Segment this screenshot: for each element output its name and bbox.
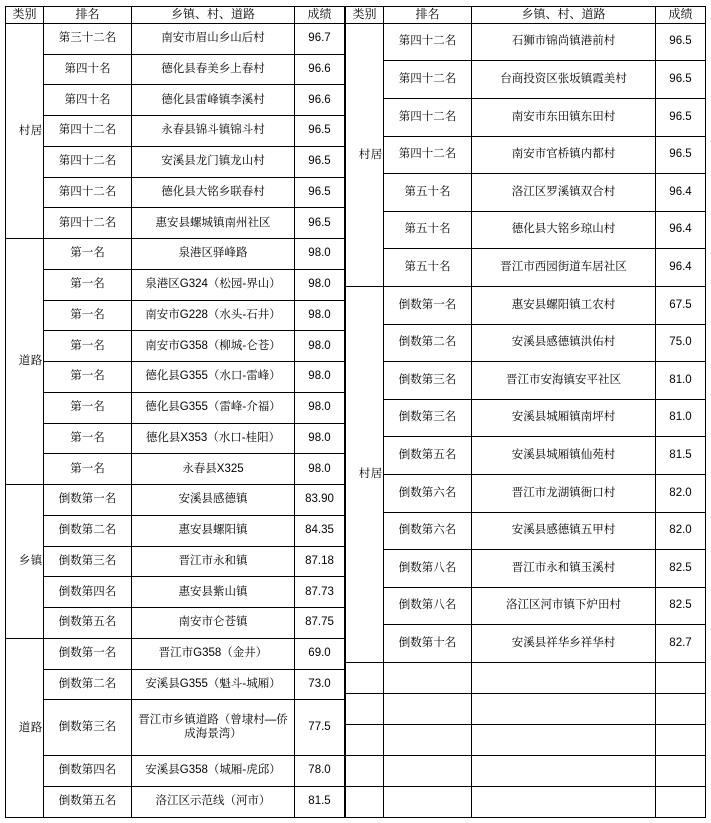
table-row: [6, 485, 345, 516]
left-table-wrapper: [5, 6, 345, 818]
rank-cell: 第四十名: [44, 54, 132, 85]
rank-cell: 倒数第三名: [44, 700, 132, 756]
left-ranking-table: [5, 6, 345, 818]
score-cell: 98.0: [295, 392, 345, 423]
score-cell: 98.0: [295, 269, 345, 300]
table-row: [6, 392, 345, 423]
category-cell: 道路: [6, 239, 44, 485]
right-table-header: [346, 7, 706, 24]
empty-cell: [346, 725, 384, 756]
rank-cell: 倒数第一名: [44, 485, 132, 516]
score-cell: 96.5: [295, 116, 345, 147]
empty-row: [346, 787, 706, 818]
empty-cell: [472, 694, 656, 725]
rank-cell: 第五十名: [384, 249, 472, 287]
score-cell: 96.6: [295, 54, 345, 85]
rank-cell: 倒数第五名: [384, 437, 472, 475]
table-row: [6, 300, 345, 331]
left-table-body: [6, 23, 345, 817]
rank-cell: 第一名: [44, 423, 132, 454]
rank-cell: 倒数第二名: [384, 324, 472, 362]
score-cell: 96.5: [656, 23, 706, 61]
score-cell: 96.4: [656, 211, 706, 249]
rank-cell: 第五十名: [384, 211, 472, 249]
rank-cell: 倒数第一名: [44, 638, 132, 669]
rank-cell: 倒数第十名: [384, 625, 472, 663]
empty-row: [346, 694, 706, 725]
rank-cell: 倒数第八名: [384, 587, 472, 625]
rank-cell: 第四十二名: [44, 146, 132, 177]
place-cell: 德化县X353（水口-桂阳）: [132, 423, 295, 454]
rank-cell: 第四十二名: [384, 61, 472, 99]
place-cell: 南安市眉山乡山后村: [132, 23, 295, 54]
rank-cell: 第四十二名: [384, 23, 472, 61]
table-row: [346, 550, 706, 588]
table-row: [6, 116, 345, 147]
empty-cell: [656, 756, 706, 787]
place-cell: 泉港区驿峰路: [132, 239, 295, 270]
place-cell: 晋江市永和镇: [132, 546, 295, 577]
place-cell: 安溪县祥华乡祥华村: [472, 625, 656, 663]
score-cell: 82.0: [656, 512, 706, 550]
score-cell: 78.0: [295, 756, 345, 787]
empty-cell: [384, 787, 472, 818]
score-cell: 81.0: [656, 362, 706, 400]
table-row: [6, 700, 345, 756]
table-row: [6, 85, 345, 116]
place-cell: 泉港区G324（松园-界山）: [132, 269, 295, 300]
score-cell: 96.7: [295, 23, 345, 54]
category-cell: 村居: [6, 23, 44, 238]
place-cell: 德化县雷峰镇李溪村: [132, 85, 295, 116]
place-cell: 德化县大铭乡联春村: [132, 177, 295, 208]
table-row: [6, 577, 345, 608]
rank-cell: 第一名: [44, 454, 132, 485]
place-cell: 晋江市永和镇玉溪村: [472, 550, 656, 588]
rank-cell: 倒数第八名: [384, 550, 472, 588]
score-cell: 98.0: [295, 362, 345, 393]
score-cell: 96.5: [656, 61, 706, 99]
score-cell: 82.5: [656, 550, 706, 588]
table-row: [6, 756, 345, 787]
table-row: [6, 786, 345, 817]
place-cell: 惠安县紫山镇: [132, 577, 295, 608]
place-cell: 安溪县G358（城厢-虎邱）: [132, 756, 295, 787]
place-cell: 永春县锦斗镇锦斗村: [132, 116, 295, 147]
rank-cell: 第一名: [44, 362, 132, 393]
header-category: 类别: [6, 7, 44, 24]
rank-cell: 第三十二名: [44, 23, 132, 54]
empty-cell: [656, 663, 706, 694]
place-cell: 安溪县感德镇洪佑村: [472, 324, 656, 362]
table-row: [6, 269, 345, 300]
rank-cell: 第四十二名: [44, 177, 132, 208]
place-cell: 安溪县城厢镇仙苑村: [472, 437, 656, 475]
table-row: [346, 474, 706, 512]
rank-cell: 第一名: [44, 331, 132, 362]
score-cell: 84.35: [295, 515, 345, 546]
header-place: 乡镇、村、道路: [472, 7, 656, 24]
place-cell: 南安市官桥镇内都村: [472, 136, 656, 174]
header-row: [346, 7, 706, 24]
score-cell: 98.0: [295, 331, 345, 362]
score-cell: 96.5: [295, 208, 345, 239]
place-cell: 惠安县螺城镇南州社区: [132, 208, 295, 239]
score-cell: 83.90: [295, 485, 345, 516]
score-cell: 96.5: [656, 98, 706, 136]
table-row: [346, 362, 706, 400]
place-cell: 洛江区罗溪镇双合村: [472, 174, 656, 212]
score-cell: 73.0: [295, 669, 345, 700]
header-rank: 排名: [384, 7, 472, 24]
table-row: [6, 454, 345, 485]
table-row: [346, 625, 706, 663]
header-score: 成绩: [295, 7, 345, 24]
place-cell: 德化县大铭乡琼山村: [472, 211, 656, 249]
score-cell: 96.5: [656, 136, 706, 174]
table-row: [6, 146, 345, 177]
place-cell: 洛江区河市镇下炉田村: [472, 587, 656, 625]
score-cell: 98.0: [295, 300, 345, 331]
table-row: [346, 587, 706, 625]
table-row: [6, 239, 345, 270]
rank-cell: 第一名: [44, 269, 132, 300]
place-cell: 晋江市安海镇安平社区: [472, 362, 656, 400]
place-cell: 洛江区示范线（河市）: [132, 786, 295, 817]
table-row: [346, 286, 706, 324]
table-row: [6, 54, 345, 85]
table-row: [346, 61, 706, 99]
rank-cell: 倒数第四名: [44, 756, 132, 787]
empty-cell: [656, 694, 706, 725]
table-row: [346, 324, 706, 362]
table-row: [346, 136, 706, 174]
place-cell: 安溪县龙门镇龙山村: [132, 146, 295, 177]
rank-cell: 倒数第四名: [44, 577, 132, 608]
table-row: [6, 515, 345, 546]
header-place: 乡镇、村、道路: [132, 7, 295, 24]
left-table-header: [6, 7, 345, 24]
rank-cell: 第一名: [44, 239, 132, 270]
table-row: [6, 608, 345, 639]
place-cell: 惠安县螺阳镇工农村: [472, 286, 656, 324]
place-cell: 晋江市西园街道车居社区: [472, 249, 656, 287]
score-cell: 69.0: [295, 638, 345, 669]
score-cell: 81.5: [656, 437, 706, 475]
score-cell: 82.5: [656, 587, 706, 625]
score-cell: 81.5: [295, 786, 345, 817]
empty-cell: [346, 663, 384, 694]
score-cell: 96.5: [295, 146, 345, 177]
place-cell: 晋江市龙湖镇衙口村: [472, 474, 656, 512]
table-row: [6, 669, 345, 700]
place-cell: 晋江市G358（金井）: [132, 638, 295, 669]
rank-cell: 倒数第三名: [384, 362, 472, 400]
score-cell: 75.0: [656, 324, 706, 362]
score-cell: 67.5: [656, 286, 706, 324]
empty-cell: [384, 756, 472, 787]
empty-cell: [346, 756, 384, 787]
empty-row: [346, 663, 706, 694]
place-cell: 安溪县感德镇五甲村: [472, 512, 656, 550]
empty-cell: [384, 694, 472, 725]
score-cell: 96.4: [656, 249, 706, 287]
place-cell: 南安市东田镇东田村: [472, 98, 656, 136]
empty-row: [346, 725, 706, 756]
place-cell: 石狮市锦尚镇港前村: [472, 23, 656, 61]
empty-cell: [346, 787, 384, 818]
rank-cell: 倒数第二名: [44, 515, 132, 546]
empty-row: [346, 756, 706, 787]
place-cell: 惠安县螺阳镇: [132, 515, 295, 546]
empty-cell: [472, 756, 656, 787]
header-row: [6, 7, 345, 24]
right-table-wrapper: [345, 6, 706, 818]
rank-cell: 倒数第二名: [44, 669, 132, 700]
table-row: [346, 211, 706, 249]
rank-cell: 倒数第三名: [384, 399, 472, 437]
header-rank: 排名: [44, 7, 132, 24]
table-row: [6, 638, 345, 669]
table-row: [6, 23, 345, 54]
empty-cell: [472, 787, 656, 818]
score-cell: 82.7: [656, 625, 706, 663]
score-cell: 96.6: [295, 85, 345, 116]
rank-cell: 倒数第六名: [384, 512, 472, 550]
score-cell: 81.0: [656, 399, 706, 437]
tables-container: [5, 6, 706, 818]
place-cell: 晋江市乡镇道路（曾埭村—侨 成海景湾）: [132, 700, 295, 756]
score-cell: 87.73: [295, 577, 345, 608]
table-row: [6, 546, 345, 577]
category-cell: 村居: [346, 23, 384, 286]
rank-cell: 第一名: [44, 300, 132, 331]
place-cell: 德化县G355（雷峰-介福）: [132, 392, 295, 423]
rank-cell: 第一名: [44, 392, 132, 423]
right-ranking-table: [345, 6, 706, 818]
score-cell: 96.5: [295, 177, 345, 208]
score-cell: 98.0: [295, 423, 345, 454]
place-cell: 安溪县G355（魁斗-城厢）: [132, 669, 295, 700]
rank-cell: 第四十二名: [384, 98, 472, 136]
table-row: [346, 512, 706, 550]
table-row: [6, 423, 345, 454]
table-row: [346, 437, 706, 475]
rank-cell: 倒数第六名: [384, 474, 472, 512]
empty-cell: [656, 725, 706, 756]
table-row: [6, 331, 345, 362]
rank-cell: 倒数第五名: [44, 608, 132, 639]
rank-cell: 第四十二名: [44, 116, 132, 147]
score-cell: 87.18: [295, 546, 345, 577]
rank-cell: 第五十名: [384, 174, 472, 212]
rank-cell: 倒数第五名: [44, 786, 132, 817]
place-cell: 德化县春美乡上春村: [132, 54, 295, 85]
empty-cell: [472, 663, 656, 694]
table-row: [346, 399, 706, 437]
place-cell: 台商投资区张坂镇霞美村: [472, 61, 656, 99]
score-cell: 87.75: [295, 608, 345, 639]
place-cell: 德化县G355（水口-雷峰）: [132, 362, 295, 393]
header-category: 类别: [346, 7, 384, 24]
place-cell: 永春县X325: [132, 454, 295, 485]
empty-cell: [472, 725, 656, 756]
table-row: [6, 208, 345, 239]
rank-cell: 倒数第三名: [44, 546, 132, 577]
category-cell: 乡镇: [6, 485, 44, 639]
table-row: [346, 98, 706, 136]
score-cell: 98.0: [295, 239, 345, 270]
category-cell: 村居: [346, 286, 384, 662]
place-cell: 南安市G228（水头-石井）: [132, 300, 295, 331]
place-cell: 安溪县城厢镇南坪村: [472, 399, 656, 437]
score-cell: 96.4: [656, 174, 706, 212]
category-cell: 道路: [6, 638, 44, 817]
place-cell: 南安市仑苍镇: [132, 608, 295, 639]
rank-cell: 第四十二名: [384, 136, 472, 174]
rank-cell: 第四十二名: [44, 208, 132, 239]
table-row: [6, 177, 345, 208]
empty-cell: [346, 694, 384, 725]
empty-cell: [656, 787, 706, 818]
score-cell: 77.5: [295, 700, 345, 756]
table-row: [346, 249, 706, 287]
table-row: [346, 174, 706, 212]
right-table-body: [346, 23, 706, 817]
place-cell: 安溪县感德镇: [132, 485, 295, 516]
score-cell: 82.0: [656, 474, 706, 512]
rank-cell: 倒数第一名: [384, 286, 472, 324]
header-score: 成绩: [656, 7, 706, 24]
table-row: [346, 23, 706, 61]
empty-cell: [384, 725, 472, 756]
table-row: [6, 362, 345, 393]
rank-cell: 第四十名: [44, 85, 132, 116]
empty-cell: [384, 663, 472, 694]
place-cell: 南安市G358（柳城-仑苍）: [132, 331, 295, 362]
score-cell: 98.0: [295, 454, 345, 485]
